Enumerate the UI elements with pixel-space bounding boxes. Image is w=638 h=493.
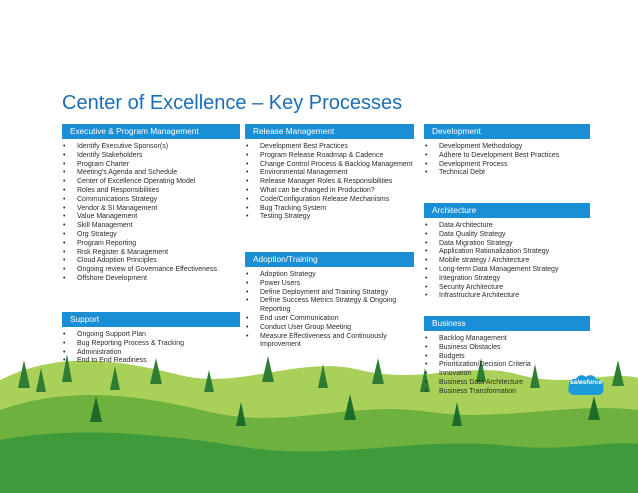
panel-support (62, 312, 240, 366)
list-item: • Development Best Practices (245, 143, 414, 152)
panel-header: Adoption/Training (245, 252, 414, 267)
list-item: • Data Migration Strategy (424, 240, 590, 249)
list-item: • What can be changed in Production? (245, 187, 414, 196)
list-item: • Development Process (424, 161, 590, 170)
panel-development (424, 124, 590, 178)
list-item: • Communications Strategy (62, 196, 240, 205)
list-item: • Offshore Development (62, 275, 240, 284)
list-item: • Development Methodology (424, 143, 590, 152)
list-item: • Measure Effectiveness and Continuously Improvement (245, 333, 414, 351)
panel-adoption-training (245, 252, 414, 350)
list-item: • Integration Strategy (424, 275, 590, 284)
list-item: • Business Obstacles (424, 344, 590, 353)
page-title: Center of Excellence – Key Processes (62, 92, 403, 114)
list-item: • Data Architecture (424, 222, 590, 231)
list-item: • Data Quality Strategy (424, 231, 590, 240)
panel-executive-program-management (62, 124, 240, 284)
list-item: • Risk Register & Management (62, 249, 240, 258)
item-list (424, 143, 590, 178)
list-item: • Application Rationalization Strategy (424, 248, 590, 257)
list-item: • Define Deployment and Training Strategy (245, 289, 414, 298)
list-item: • Ongoing Support Plan (62, 331, 240, 340)
list-item: • Mobile strategy / Architecture (424, 257, 590, 266)
list-item: • Program Release Roadmap & Cadence (245, 152, 414, 161)
list-item: • Vendor & SI Management (62, 205, 240, 214)
panel-architecture (424, 203, 590, 301)
list-item: • Cloud Adoption Principles (62, 257, 240, 266)
panel-header: Executive & Program Management (62, 124, 240, 139)
panel-header: Release Management (245, 124, 414, 139)
list-item: • Code/Configuration Release Mechanisms (245, 196, 414, 205)
salesforce-cloud-logo-icon (566, 371, 606, 399)
list-item: • Long-term Data Management Strategy (424, 266, 590, 275)
list-item: • Bug Tracking System (245, 205, 414, 214)
list-item: • Define Success Metrics Strategy & Ongoing Reporting (245, 297, 414, 315)
list-item: • Meeting's Agenda and Schedule (62, 169, 240, 178)
list-item: • Business Data Architecture (424, 379, 590, 388)
list-item: • Ongoing review of Governance Effectiveness (62, 266, 240, 275)
list-item: • Org Strategy (62, 231, 240, 240)
list-item: • Skill Management (62, 222, 240, 231)
list-item: • Identify Executive Sponsor(s) (62, 143, 240, 152)
item-list (62, 331, 240, 366)
list-item: • Center of Excellence Operating Model (62, 178, 240, 187)
list-item: • Value Management (62, 213, 240, 222)
list-item: • Backlog Management (424, 335, 590, 344)
item-list (424, 222, 590, 301)
logo-text: salesforce (569, 379, 603, 386)
list-item: • Administration (62, 349, 240, 358)
list-item: • End user Communication (245, 315, 414, 324)
panel-header: Architecture (424, 203, 590, 218)
list-item: • Technical Debt (424, 169, 590, 178)
panel-header: Development (424, 124, 590, 139)
panel-header: Business (424, 316, 590, 331)
list-item: • Infrastructure Architecture (424, 292, 590, 301)
list-item: • Adhere to Development Best Practices (424, 152, 590, 161)
list-item: • Bug Reporting Process & Tracking (62, 340, 240, 349)
list-item: • Program Reporting (62, 240, 240, 249)
list-item: • Release Manager Roles & Responsibilities (245, 178, 414, 187)
item-list (62, 143, 240, 284)
list-item: • Identify Stakeholders (62, 152, 240, 161)
list-item: • End to End Readiness (62, 357, 240, 366)
list-item: • Budgets (424, 353, 590, 362)
list-item: • Prioritization/Decision Criteria (424, 361, 590, 370)
item-list (245, 143, 414, 222)
list-item: • Change Control Process & Backlog Management (245, 161, 414, 170)
list-item: • Adoption Strategy (245, 271, 414, 280)
list-item: • Security Architecture (424, 284, 590, 293)
list-item: • Program Charter (62, 161, 240, 170)
list-item: • Innovation (424, 370, 590, 379)
panel-header: Support (62, 312, 240, 327)
item-list (245, 271, 414, 350)
list-item: • Roles and Responsibilities (62, 187, 240, 196)
panel-release-management (245, 124, 414, 222)
list-item: • Testing Strategy (245, 213, 414, 222)
list-item: • Business Transformation (424, 388, 590, 397)
list-item: • Power Users (245, 280, 414, 289)
list-item: • Conduct User Group Meeting (245, 324, 414, 333)
list-item: • Environmental Management (245, 169, 414, 178)
